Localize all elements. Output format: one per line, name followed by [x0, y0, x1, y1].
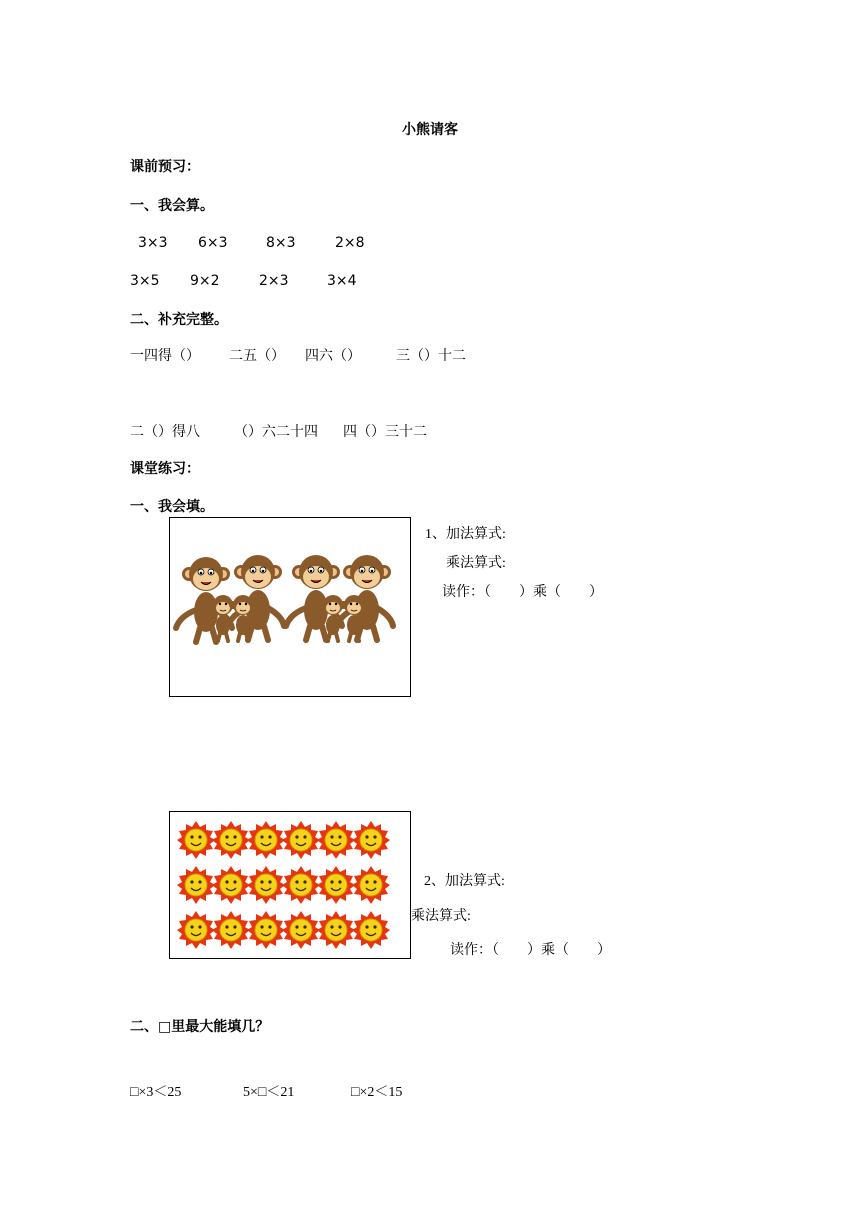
- sunflower-icon: [282, 821, 320, 859]
- item2-multiplication-label: 乘法算式:: [411, 909, 471, 924]
- sunflower-icon: [212, 821, 250, 859]
- sunflower-icon: [247, 911, 285, 949]
- item2-addition-label: 2、加法算式:: [424, 874, 505, 889]
- calc-item: 9×2: [190, 273, 220, 289]
- calc-item: 2×8: [335, 235, 365, 251]
- sunflower-icon: [247, 821, 285, 859]
- sunflower-icon: [247, 866, 285, 904]
- preview-heading: 课前预习：: [130, 159, 200, 175]
- inequality-item: □×2＜15: [351, 1085, 403, 1100]
- monkey-group-left: [176, 555, 284, 642]
- monkeys-picture: [169, 517, 411, 697]
- sunflower-icon: [177, 866, 215, 904]
- fill-item: 三（）十二: [396, 348, 466, 364]
- fill-item: （）六二十四: [234, 424, 318, 440]
- calc-item: 3×4: [327, 273, 357, 289]
- sunflower-icon: [317, 911, 355, 949]
- sunflower-icon: [282, 866, 320, 904]
- sunflower-icon: [352, 866, 390, 904]
- calc-item: 2×3: [259, 273, 289, 289]
- fill-item: 四六（）: [305, 348, 361, 364]
- page-title: 小熊请客: [402, 122, 458, 138]
- sunflower-icon: [352, 821, 390, 859]
- item1-read-label: 读作：（ ）乘（ ）: [442, 585, 603, 600]
- calc-item: 3×5: [130, 273, 160, 289]
- calc-item: 8×3: [266, 235, 296, 251]
- sunflower-icon: [177, 821, 215, 859]
- practice-heading: 课堂练习：: [130, 461, 200, 477]
- item1-addition-label: 1、加法算式:: [425, 527, 506, 542]
- sunflower-icon: [212, 866, 250, 904]
- item1-multiplication-label: 乘法算式:: [446, 556, 506, 571]
- monkey-group-right: [286, 555, 393, 641]
- calc-section-title: 一、我会算。: [130, 198, 214, 214]
- fill-section-title: 二、补充完整。: [130, 312, 228, 328]
- sunflower-icon: [212, 911, 250, 949]
- fill-item: 二（）得八: [130, 424, 200, 440]
- sunflower-icon: [177, 911, 215, 949]
- sunflower-icon: [317, 866, 355, 904]
- fill-item: 二五（）: [229, 348, 285, 364]
- fill-in-section-title: 一、我会填。: [130, 499, 214, 515]
- inequality-item: □×3＜25: [130, 1085, 182, 1100]
- inequality-item: 5×□＜21: [243, 1085, 295, 1100]
- fill-item: 一四得（）: [130, 348, 200, 364]
- sunflower-icon: [317, 821, 355, 859]
- max-digit-section-title: 二、□里最大能填几？: [130, 1019, 270, 1035]
- sunflower-icon: [282, 911, 320, 949]
- calc-item: 6×3: [198, 235, 228, 251]
- sunflowers-picture: [169, 811, 411, 959]
- fill-item: 四（）三十二: [343, 424, 427, 440]
- item2-read-label: 读作：（ ）乘（ ）: [450, 943, 611, 958]
- calc-item: 3×3: [138, 235, 168, 251]
- sunflower-icon: [352, 911, 390, 949]
